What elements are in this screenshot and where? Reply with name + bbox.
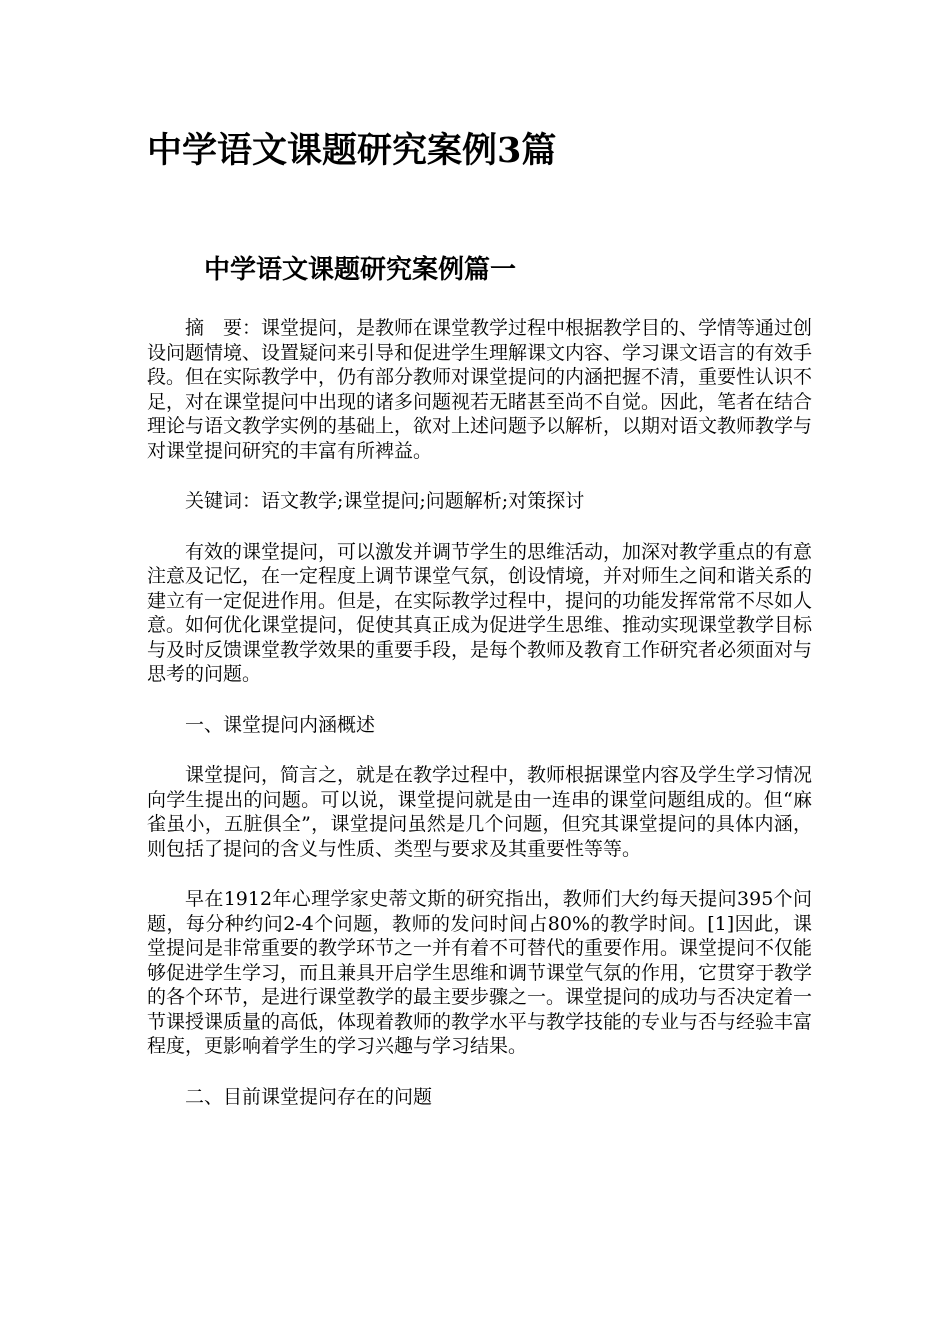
body-paragraph: 课堂提问，简言之，就是在教学过程中，教师根据课堂内容及学生学习情况向学生提出的问题。可以说，课堂提问就是由一连串的课堂问题组成的。但“麻雀虽小，五脏俱全”，课堂提问虽然是几个问题，但究其课堂提问的具体内涵，则包括了提问的含义与性质、类型与要求及其重要性等等。 bbox=[147, 764, 813, 860]
document-body bbox=[147, 316, 812, 1135]
document-title: 中学语文课题研究案例3篇 bbox=[147, 130, 557, 171]
section-heading-1: 一、课堂提问内涵概述 bbox=[185, 713, 376, 736]
section-heading-2: 二、目前课堂提问存在的问题 bbox=[185, 1085, 433, 1108]
intro-paragraph: 有效的课堂提问，可以激发并调节学生的思维活动，加深对教学重点的有意注意及记忆，在一定程度上调节课堂气氛，创设情境，并对师生之间和谐关系的建立有一定促进作用。但是，在实际教学过程中，提问的功能发挥常常不尽如人意。如何优化课堂提问，促使其真正成为促进学生思维、推动实现课堂教学目标与及时反馈课堂教学效果的重要手段，是每个教师及教育工作研究者必须面对与思考的问题。 bbox=[147, 540, 813, 685]
abstract-paragraph: 摘 要：课堂提问，是教师在课堂教学过程中根据教学目的、学情等通过创设问题情境、设置疑问来引导和促进学生理解课文内容、学习课文语言的有效手段。但在实际教学中，仍有部分教师对课堂提问的内涵把握不清，重要性认识不足，对在课堂提问中出现的诸多问题视若无睹甚至尚不自觉。因此，笔者在结合理论与语文教学实例的基础上，欲对上述问题予以解析，以期对语文教师教学与对课堂提问研究的丰富有所裨益。 bbox=[147, 317, 813, 462]
section-title: 中学语文课题研究案例篇一 bbox=[204, 255, 517, 285]
body-paragraph: 早在1912年心理学家史蒂文斯的研究指出，教师们大约每天提问395个问题，每分种约问2-4个问题，教师的发问时间占80%的教学时间。[1]因此，课堂提问是非常重要的教学环节之一并有着不可替代的重要作用。课堂提问不仅能够促进学生学习，而且兼具开启学生思维和调节课堂气氛的作用，它贯穿于教学的各个环节，是进行课堂教学的最主要步骤之一。课堂提问的成功与否决定着一节课授课质量的高低，体现着教师的教学水平与教学技能的专业与否与经验丰富程度，更影响着学生的学习兴趣与学习结果。 bbox=[147, 888, 813, 1057]
keywords-paragraph: 关键词：语文教学;课堂提问;问题解析;对策探讨 bbox=[185, 490, 585, 512]
